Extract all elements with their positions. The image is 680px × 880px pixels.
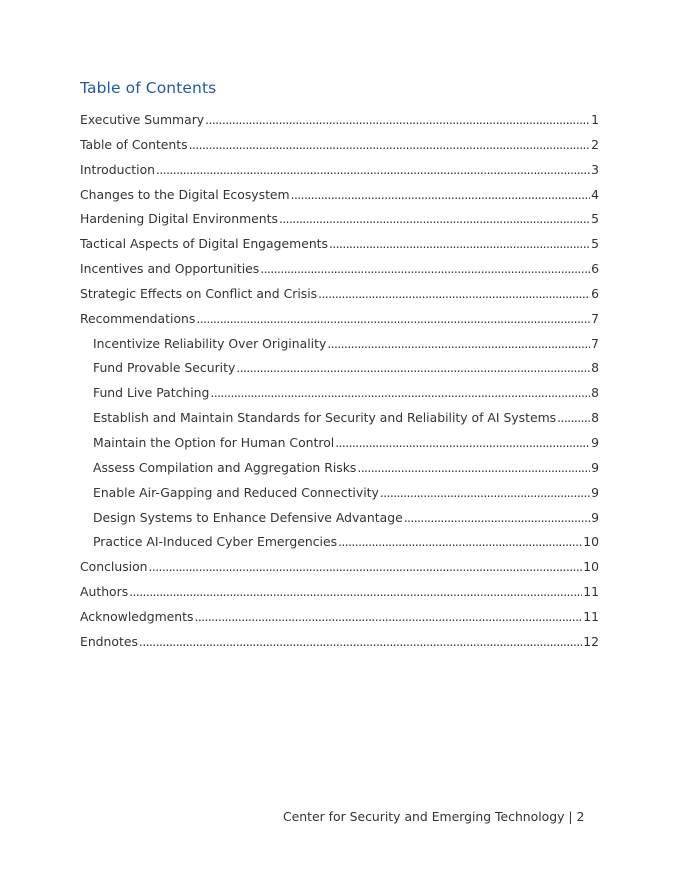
toc-dot-leader <box>149 559 583 574</box>
toc-entry-title: Table of Contents <box>80 136 188 152</box>
toc-entry[interactable] <box>80 559 599 584</box>
toc-dot-leader <box>196 311 590 326</box>
toc-entry-page: 3 <box>591 161 599 177</box>
toc-entry[interactable] <box>80 236 599 261</box>
toc-dot-leader <box>194 609 582 624</box>
toc-entry-title: Incentivize Reliability Over Originality <box>93 335 327 351</box>
toc-entry-title: Endnotes <box>80 633 138 649</box>
toc-entry-page: 11 <box>583 608 599 624</box>
toc-entry-page: 12 <box>583 633 599 649</box>
toc-entry[interactable] <box>80 261 599 286</box>
toc-list <box>80 112 599 659</box>
toc-entry-page: 8 <box>591 410 599 426</box>
toc-dot-leader <box>327 336 590 351</box>
toc-entry-page: 9 <box>591 459 599 475</box>
toc-entry[interactable] <box>80 211 599 236</box>
toc-dot-leader <box>380 485 590 500</box>
toc-dot-leader <box>189 137 591 152</box>
toc-subentry[interactable] <box>80 534 599 559</box>
toc-entry-page: 11 <box>583 584 599 600</box>
toc-entry-title: Fund Live Patching <box>93 385 210 401</box>
toc-subentry[interactable] <box>80 510 599 535</box>
toc-dot-leader <box>318 286 590 301</box>
toc-heading: Table of Contents <box>80 79 217 97</box>
toc-dot-leader <box>357 460 590 475</box>
toc-entry[interactable] <box>80 609 599 634</box>
toc-entry[interactable] <box>80 137 599 162</box>
toc-entry-page: 7 <box>591 335 599 351</box>
toc-entry-page: 7 <box>591 310 599 326</box>
toc-entry-title: Fund Provable Security <box>93 360 236 376</box>
toc-entry[interactable] <box>80 112 599 137</box>
toc-dot-leader <box>279 211 590 226</box>
toc-entry-page: 1 <box>591 112 599 127</box>
toc-dot-leader <box>557 410 590 425</box>
toc-entry-page: 6 <box>591 261 599 277</box>
toc-dot-leader <box>338 534 582 549</box>
toc-entry-page: 5 <box>591 211 599 227</box>
toc-entry-title: Establish and Maintain Standards for Security and Reliability of AI Systems <box>93 410 557 426</box>
toc-entry-page: 9 <box>591 484 599 500</box>
toc-subentry[interactable] <box>80 435 599 460</box>
toc-entry[interactable] <box>80 187 599 212</box>
toc-dot-leader <box>335 435 590 450</box>
toc-dot-leader <box>329 236 590 251</box>
toc-entry-title: Incentives and Opportunities <box>80 261 260 277</box>
toc-subentry[interactable] <box>80 385 599 410</box>
toc-entry-title: Recommendations <box>80 310 196 326</box>
toc-dot-leader <box>139 634 582 649</box>
toc-dot-leader <box>205 112 590 127</box>
toc-entry-page: 5 <box>591 236 599 252</box>
toc-dot-leader <box>210 385 590 400</box>
toc-entry-title: Assess Compilation and Aggregation Risks <box>93 459 357 475</box>
toc-entry-title: Conclusion <box>80 559 148 575</box>
toc-entry-title: Maintain the Option for Human Control <box>93 434 335 450</box>
toc-dot-leader <box>236 360 590 375</box>
toc-subentry[interactable] <box>80 360 599 385</box>
toc-dot-leader <box>156 162 590 177</box>
toc-subentry[interactable] <box>80 460 599 485</box>
toc-entry-page: 9 <box>591 509 599 525</box>
toc-subentry[interactable] <box>80 410 599 435</box>
toc-entry[interactable] <box>80 162 599 187</box>
toc-entry-title: Enable Air-Gapping and Reduced Connectivity <box>93 484 379 500</box>
toc-subentry[interactable] <box>80 485 599 510</box>
toc-entry[interactable] <box>80 286 599 311</box>
toc-entry-title: Design Systems to Enhance Defensive Advantage <box>93 509 403 525</box>
toc-entry-page: 6 <box>591 285 599 301</box>
toc-entry[interactable] <box>80 311 599 336</box>
toc-entry-title: Hardening Digital Environments <box>80 211 278 227</box>
toc-entry-page: 4 <box>591 186 599 202</box>
toc-entry-page: 10 <box>583 534 599 550</box>
toc-entry-page: 8 <box>591 385 599 401</box>
page-footer: Center for Security and Emerging Technology | 2 <box>283 809 585 824</box>
toc-entry-page: 9 <box>591 434 599 450</box>
toc-entry-title: Authors <box>80 584 129 600</box>
toc-dot-leader <box>291 187 590 202</box>
toc-entry-page: 8 <box>591 360 599 376</box>
toc-subentry[interactable] <box>80 336 599 361</box>
toc-entry-title: Practice AI-Induced Cyber Emergencies <box>93 534 338 550</box>
toc-entry-title: Acknowledgments <box>80 608 194 624</box>
toc-entry[interactable] <box>80 584 599 609</box>
toc-entry-title: Changes to the Digital Ecosystem <box>80 186 290 202</box>
toc-entry-title: Executive Summary <box>80 112 205 127</box>
toc-dot-leader <box>404 510 590 525</box>
toc-dot-leader <box>260 261 590 276</box>
toc-entry-title: Strategic Effects on Conflict and Crisis <box>80 285 318 301</box>
toc-entry[interactable] <box>80 634 599 659</box>
toc-entry-page: 2 <box>591 136 599 152</box>
toc-entry-title: Tactical Aspects of Digital Engagements <box>80 236 328 252</box>
toc-entry-title: Introduction <box>80 161 156 177</box>
toc-dot-leader <box>129 584 582 599</box>
toc-entry-page: 10 <box>583 559 599 575</box>
